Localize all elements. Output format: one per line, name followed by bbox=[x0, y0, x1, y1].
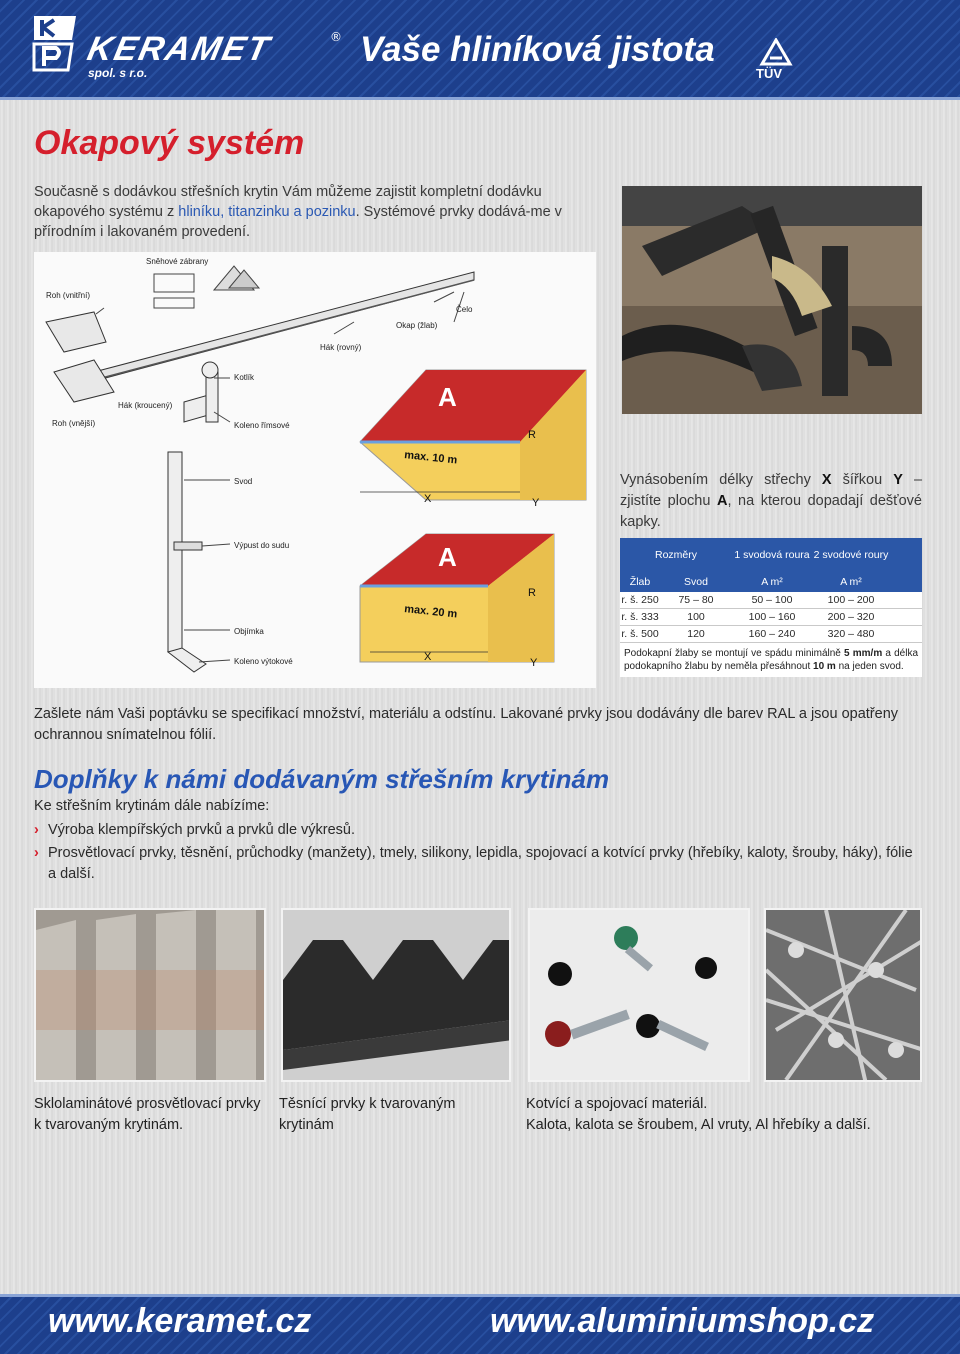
house1-max-label: max. 10 m bbox=[403, 449, 458, 467]
table-cell: r. š. 333 bbox=[621, 611, 659, 623]
label-gutter: Okap (žlab) bbox=[396, 321, 438, 330]
house2-x-label: X bbox=[424, 651, 432, 663]
table-sub-area2: A m² bbox=[840, 576, 862, 588]
intro-text-1: Současně s dodávkou střešních krytin Vám můžeme zajistit kompletní dodávku okapového systému z bbox=[34, 184, 542, 220]
label-barrel-outlet: Výpust do sudu bbox=[234, 541, 290, 550]
label-hook-twisted: Hák (kroucený) bbox=[118, 401, 173, 410]
note-text-2: a délka podokapního žlabu by neměla přesáhnout bbox=[624, 648, 919, 672]
aluminiumshop-website-link[interactable]: www.aluminiumshop.cz bbox=[490, 1302, 875, 1340]
house1-y-label: Y bbox=[532, 497, 540, 509]
calc-x: X bbox=[821, 472, 832, 488]
section-title-accessories: Doplňky k námi dodávaným střešním krytinám bbox=[34, 764, 610, 794]
calc-text-1: Vynásobením délky střechy bbox=[620, 472, 822, 488]
calc-text-4: , na kterou dopadají dešťové kapky. bbox=[620, 493, 922, 530]
intro-text-2: . Systémové prvky dodává-me v přírodním i lakovaném provedení. bbox=[34, 204, 562, 240]
house1-x-label: X bbox=[424, 493, 432, 505]
table-header-one-pipe: 1 svodová roura bbox=[734, 548, 810, 561]
screws-photo bbox=[528, 908, 750, 1082]
list-item bbox=[34, 820, 914, 841]
note-text-3: na jeden svod. bbox=[835, 661, 904, 672]
tuv-label: TÜV bbox=[756, 66, 782, 81]
label-corner-outer: Roh (vnější) bbox=[52, 419, 96, 428]
house2-r-label: R bbox=[528, 587, 536, 599]
table-cell: 100 bbox=[687, 611, 705, 623]
red-arrow-icon: › bbox=[34, 822, 39, 838]
intro-materials: hliníku, titanzinku a pozinku bbox=[178, 204, 356, 220]
accessories-intro: Ke střešním krytinám dále nabízíme: bbox=[34, 798, 270, 814]
keramet-kp-logo-icon bbox=[32, 14, 78, 72]
table-subheader-row bbox=[620, 572, 922, 592]
label-elbow-eaves: Koleno římsové bbox=[234, 421, 290, 430]
calc-text-3: – zjistíte plochu bbox=[620, 472, 923, 509]
table-cell: 160 – 240 bbox=[748, 628, 796, 640]
label-outlet: Kotlík bbox=[234, 373, 255, 382]
calc-y: Y bbox=[893, 472, 903, 488]
caption-fasteners bbox=[526, 1094, 926, 1136]
gutter-dimensions-table bbox=[620, 538, 922, 677]
label-downpipe: Svod bbox=[234, 477, 253, 486]
label-elbow-outlet: Koleno výtokové bbox=[234, 657, 293, 666]
house2-y-label: Y bbox=[530, 657, 538, 669]
house2-area-label: A bbox=[438, 542, 457, 572]
table-header-two-pipes: 2 svodové roury bbox=[813, 548, 889, 561]
list-item-text: Prosvětlovací prvky, těsnění, průchodky (manžety), tmely, silikony, lepidla, spojovací a kotvící prvky (hřebíky, kaloty, šrouby, háky), fólie a další. bbox=[48, 845, 913, 882]
house2-max-label: max. 20 m bbox=[403, 603, 458, 621]
note-slope: 5 mm/m bbox=[844, 648, 883, 659]
house1-area-label: A bbox=[438, 382, 457, 412]
table-cell: 320 – 480 bbox=[827, 628, 875, 640]
gutter-system-diagram bbox=[34, 252, 596, 688]
label-bracket: Objímka bbox=[234, 627, 264, 636]
section-title-gutter-system: Okapový systém bbox=[34, 124, 305, 162]
logo-wordmark: KERAMET bbox=[84, 30, 275, 68]
area-calculation-text bbox=[620, 470, 922, 533]
accessories-list bbox=[34, 820, 914, 887]
header-band bbox=[0, 0, 960, 100]
logo-registered-mark: ® bbox=[330, 30, 342, 44]
calc-text-2: šířkou bbox=[831, 472, 894, 488]
label-snow-guards: Sněhové zábrany bbox=[146, 257, 209, 266]
fiberglass-skylight-photo bbox=[34, 908, 266, 1082]
list-item-text: Výroba klempířských prvků a prvků dle výkresů. bbox=[48, 822, 356, 838]
header-slogan: Vaše hliníková jistota bbox=[360, 30, 715, 69]
list-item bbox=[34, 843, 914, 885]
table-sub-pipe: Svod bbox=[684, 576, 708, 588]
table-row bbox=[620, 592, 922, 609]
logo-company: spol. s r.o. bbox=[88, 66, 148, 80]
note-length: 10 m bbox=[813, 661, 836, 672]
red-arrow-icon: › bbox=[34, 845, 39, 861]
table-cell: r. š. 500 bbox=[621, 628, 659, 640]
caption-fasteners-line1: Kotvící a spojovací materiál. bbox=[526, 1096, 708, 1112]
label-end-cap: Čelo bbox=[456, 305, 473, 314]
nails-photo bbox=[764, 908, 922, 1082]
table-row bbox=[620, 626, 922, 643]
label-hook-straight: Hák (rovný) bbox=[320, 343, 362, 352]
keramet-website-link[interactable]: www.keramet.cz bbox=[48, 1302, 312, 1340]
table-cell: 100 – 160 bbox=[748, 611, 796, 623]
table-cell: 100 – 200 bbox=[827, 594, 875, 606]
caption-fiberglass: Sklolaminátové prosvětlovací prvky k tvarovaným krytinám. bbox=[34, 1096, 261, 1133]
table-sub-area1: A m² bbox=[761, 576, 783, 588]
table-header-dims: Rozměry bbox=[654, 549, 697, 561]
table-cell: 75 – 80 bbox=[678, 594, 714, 606]
table-row bbox=[620, 609, 922, 626]
note-text-1: Podokapní žlaby se montují ve spádu minimálně bbox=[624, 648, 845, 659]
table-cell: 200 – 320 bbox=[827, 611, 875, 623]
gutter-components-photo bbox=[622, 186, 922, 414]
table-header-row bbox=[620, 538, 922, 572]
label-corner-inner: Roh (vnitřní) bbox=[46, 291, 91, 300]
inquiry-paragraph: Zašlete nám Vaši poptávku se specifikací množství, materiálu a odstínu. Lakované prvky jsou dodávány dle barev RAL a jsou opatřeny ochrannou snímatelnou fólií. bbox=[34, 706, 899, 743]
intro-paragraph bbox=[34, 182, 614, 242]
table-cell: r. š. 250 bbox=[621, 594, 659, 606]
sealing-profile-photo bbox=[281, 908, 511, 1082]
caption-sealing: Těsnící prvky k tvarovaným krytinám bbox=[279, 1096, 456, 1133]
table-sub-gutter: Žlab bbox=[629, 576, 651, 588]
table-cell: 50 – 100 bbox=[751, 594, 793, 606]
table-cell: 120 bbox=[687, 628, 705, 640]
house1-r-label: R bbox=[528, 429, 536, 441]
caption-fasteners-line2: Kalota, kalota se šroubem, Al vruty, Al hřebíky a další. bbox=[526, 1117, 871, 1133]
table-note bbox=[620, 643, 922, 677]
calc-a: A bbox=[716, 493, 728, 509]
